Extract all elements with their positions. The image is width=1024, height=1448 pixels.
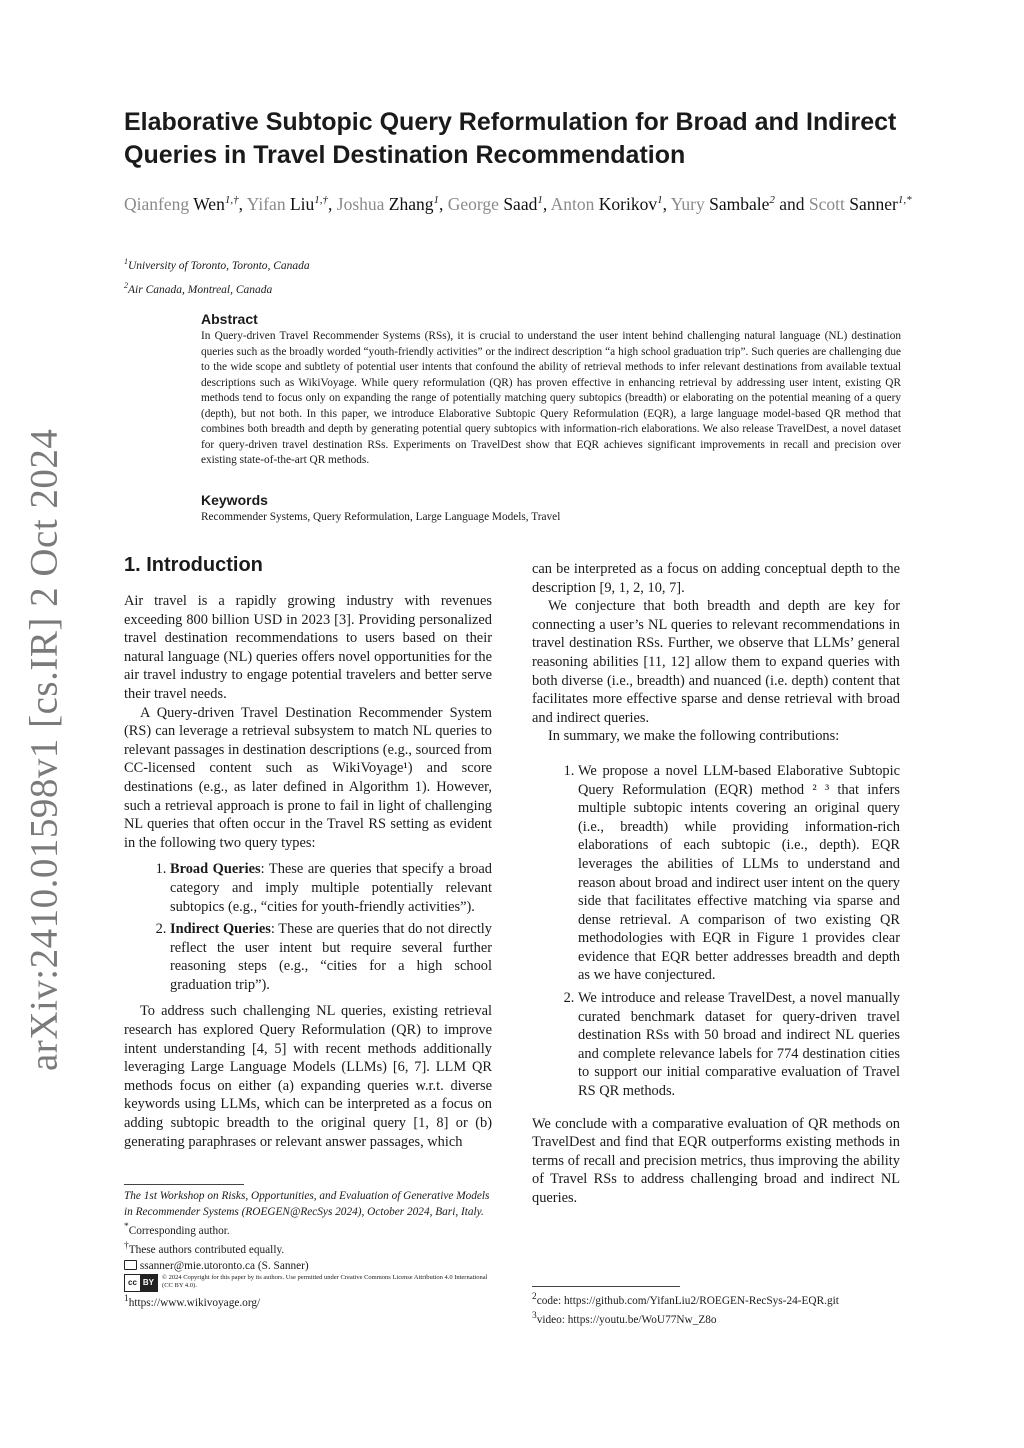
keywords-heading: Keywords: [201, 492, 268, 508]
wikivoyage-link[interactable]: https://www.wikivoyage.org/: [128, 1296, 261, 1309]
equal-contribution-note: †These authors contributed equally.: [124, 1241, 285, 1257]
footnote-rule-left: [124, 1184, 244, 1185]
cc-by-badge[interactable]: cc BY: [124, 1274, 158, 1292]
video-link[interactable]: https://youtu.be/WoU77Nw_Z8o: [567, 1313, 717, 1326]
introduction-heading: 1. Introduction: [124, 554, 263, 576]
author-list: [124, 188, 914, 216]
intro-paragraph-6: In summary, we make the following contributions:: [548, 728, 840, 745]
affiliation-2: $^2$Air Canada, Montreal, Canada: [124, 280, 273, 296]
keywords-text: Recommender Systems, Query Reformulation, Large Language Models, Travel: [201, 511, 561, 523]
footnote-3: $^3$video: https://youtu.be/WoU77Nw_Z8o: [532, 1310, 717, 1326]
email-note: ssanner@mie.utoronto.ca (S. Sanner): [124, 1259, 499, 1275]
license-row: [124, 1274, 499, 1292]
list-item: 1. We propose a novel LLM-based Elaborative Subtopic Query Reformulation (EQR) method ² ³ that infers multiple subtopic intents covering an original query (i.e., breadth) while providing information-rich elaborations of each subtopic (i.e., depth). EQR leverages the abilities of LLMs to understand and reason about broad and indirect user intent on the query side that facilitates effective matching via sparse and dense retrieval. A comparison of two existing QR methodologies with EQR in Figure 1 provides clear evidence that EQR better addresses breadth and depth as we have conjectured.: [578, 762, 900, 985]
left-column: [124, 592, 492, 1151]
paper-title: Elaborative Subtopic Query Reformulation for Broad and Indirect Queries in Travel Destination Recommendation: [124, 108, 897, 169]
affiliations: [124, 252, 724, 300]
mail-icon: [124, 1260, 137, 1270]
corresponding-note: *Corresponding author.: [124, 1222, 230, 1237]
intro-paragraph-7: We conclude with a comparative evaluation of QR methods on TravelDest and find that EQR outperforms existing methods in terms of recall and precision metrics, thus improving the ability of Travel RSs to address challenging broad and indirect NL queries.: [532, 1115, 900, 1206]
intro-paragraph-4: can be interpreted as a focus on adding conceptual depth to the description [9, 1, 2, 10, 7].: [532, 561, 900, 596]
author: Yifan Liu$^{1,\dagger}$,: [246, 193, 337, 214]
author: George Saad$^1$,: [447, 193, 551, 214]
footnote-rule-right: [532, 1286, 680, 1287]
author: Yury Sambale$^2$ and: [670, 193, 809, 214]
copyright-text: © 2024 Copyright for this paper by its authors. Use permitted under Creative Commons License Attribution 4.0 International (CC BY 4.0).: [162, 1274, 488, 1290]
intro-paragraph-3: To address such challenging NL queries, existing retrieval research has explored Query Reformulation (QR) to improve intent understanding [4, 5] with recent methods additionally leveraging Large Language Models (LLMs) [6, 7]. LLM QR methods focus on either (a) expanding queries w.r.t. diverse keywords using LLMs, which can be interpreted as a focus on adding subtopic breadth to the original query [1, 8] or (b) generating paraphrases or relevant answer passages, which: [124, 1003, 492, 1150]
abstract-section: [201, 311, 901, 469]
query-types-list: [124, 860, 492, 994]
intro-paragraph-5: We conjecture that both breadth and depth are key for connecting a user’s NL queries to relevant recommendations in travel destination RSs. Further, we observe that LLMs’ general reasoning abilities [11, 12] allow them to expand queries with both diverse (i.e., breadth) and nuanced (i.e. depth) content that facilitates more effective sparse and dense retrieval with broad and indirect queries.: [532, 598, 900, 726]
code-link[interactable]: https://github.com/YifanLiu2/ROEGEN-RecSys-24-EQR.git: [564, 1294, 839, 1307]
footnote-1: $^1$https://www.wikivoyage.org/: [124, 1294, 261, 1309]
right-column: [532, 560, 900, 1208]
list-item: 2. Indirect Queries: These are queries that do not directly reflect the user intent but require several further reasoning steps (e.g., “cities for a high school graduation trip”).: [170, 920, 492, 994]
author: Qianfeng Wen$^{1,\dagger}$,: [124, 193, 247, 214]
abstract-heading: Abstract: [201, 311, 258, 327]
abstract-text: In Query-driven Travel Recommender Systems (RSs), it is crucial to understand the user intent behind challenging natural language (NL) destination queries such as the broadly worded “youth-friendly activities” or the indirect description “a high school graduation trip”. Such queries are challenging due to the wide scope and subtlety of potential user intents that confound the ability of retrieval methods to infer relevant destinations from available textual descriptions such as WikiVoyage. While query reformulation (QR) has proven effective in enhancing retrieval by addressing user intent, existing QR methods tend to focus only on expanding the range of potentially matching query subtopics (breadth) or elaborating on the potential meaning of a query (depth), but not both. In this paper, we introduce Elaborative Subtopic Query Reformulation (EQR), a large language model-based QR method that combines both breadth and depth by generating potential query subtopics with information-rich elaborations. We also release TravelDest, a novel dataset for query-driven travel destination RSs. Experiments on TravelDest show that EQR achieves significant improvements in recall and precision over existing state-of-the-art QR methods.: [201, 330, 901, 466]
list-item: 2. We introduce and release TravelDest, a novel manually curated benchmark dataset for query-driven travel destination RSs with 50 broad and indirect NL queries and complete relevance labels for 774 destination cities to support our initial comparative evaluation of Travel RS QR methods.: [578, 989, 900, 1101]
keywords-section: [201, 492, 901, 525]
author: Scott Sanner$^{1,*}$: [808, 193, 912, 214]
affiliation-1: $^1$University of Toronto, Toronto, Canada: [124, 257, 310, 272]
email-link[interactable]: ssanner@mie.utoronto.ca: [139, 1259, 256, 1272]
list-item: 1. Broad Queries: These are queries that specify a broad category and imply multiple potentially relevant subtopics (e.g., “cities for youth-friendly activities”).: [170, 860, 492, 916]
venue-note: The 1st Workshop on Risks, Opportunities, and Evaluation of Generative Models in Recommender Systems (ROEGEN@RecSys 2024), October 2024, Bari, Italy.: [124, 1190, 490, 1218]
intro-paragraph-1: Air travel is a rapidly growing industry with revenues exceeding 800 billion USD in 2023 [3]. Providing personalized travel destination recommendations to users based on their natural language (NL) queries offers novel opportunities for the air travel industry to engage potential travelers and better serve their travel needs.: [124, 593, 492, 702]
footnote-2: $^2$code: https://github.com/YifanLiu2/ROEGEN-RecSys-24-EQR.git: [532, 1292, 839, 1307]
footnotes-right: [532, 1290, 912, 1328]
arxiv-stamp: arXiv:2410.01598v1 [cs.IR] 2 Oct 2024: [22, 428, 66, 1072]
intro-paragraph-2: A Query-driven Travel Destination Recommender System (RS) can leverage a retrieval subsystem to match NL queries to relevant passages in destination descriptions (e.g., sourced from CC-licensed content such as WikiVoyage¹) and score destinations (e.g., as later defined in Algorithm 1). However, such a retrieval approach is prone to fail in light of challenging NL queries that often occur in the Travel RS setting as evident in the following two query types:: [124, 704, 492, 851]
author: Anton Korikov$^1$,: [550, 193, 671, 214]
contributions-list: [532, 762, 900, 1101]
author: Joshua Zhang$^1$,: [336, 193, 448, 214]
footnotes-left: [124, 1189, 499, 1311]
